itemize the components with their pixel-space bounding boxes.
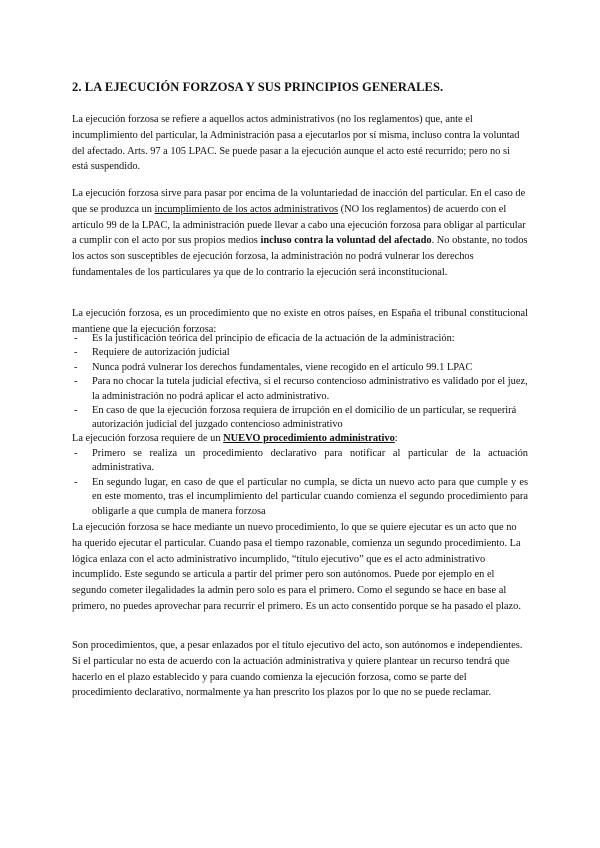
list-tc-principles	[72, 332, 528, 433]
paragraph-purpose	[72, 186, 528, 281]
paragraph-purpose-text-b: (NO los reglamentos) de acuerdo con el artículo 99 de la LPAC, la administración puede llevar a cabo una ejecución forzosa para obligar al particular a cumplir con el acto por sus propios medios	[72, 203, 526, 247]
underlined-phrase: incumplimiento de los actos administrativos	[154, 203, 339, 215]
list-item: - En caso de que la ejecución forzosa requiera de irrupción en el domicilio de un particular, se requerirá autorización judicial del juzgado contencioso administrativo	[72, 404, 528, 433]
paragraph-second-procedure: La ejecución forzosa se hace mediante un nuevo procedimiento, lo que se quiere ejecutar es un acto que no ha querido ejecutar el particular. Cuando pasa el tiempo razonable, comienza un segundo procedimiento. La lógica enlaza con el acto administrativo incumplido, “título ejecutivo” que es el acto administrativo incumplido. Este segundo se articula a partir del primer pero son autónomos. Puede por ejemplo en el segundo cometer ilegalidades la admin pero solo es para el primero. Como el segundo se hace en base al primero, no puedes aprovechar para recurrir el primero. Es un acto consentido porque se ha pasado el plazo.	[72, 522, 521, 612]
paragraph-definition: La ejecución forzosa se refiere a aquellos actos administrativos (no los reglamentos) que, ante el incumplimiento del particular, la Administración pasa a ejecutarlos por sí misma, incluso contra la voluntad del afectado. Arts. 97 a 105 LPAC. Se puede pasar a la ejecución aunque el acto esté recurrido; pero no si está suspendido.	[72, 114, 520, 173]
paragraph-purpose-text-c: . No obstante, no todos los actos son susceptibles de ejecución forzosa, la administración no podrá vulnerar los derechos fundamentales de los particulares ya que de lo contrario la ejecución será inconstitucional.	[72, 235, 528, 278]
paragraph-new-procedure-text-a: La ejecución forzosa requiere de un	[72, 433, 224, 444]
paragraph-new-procedure	[72, 431, 528, 447]
paragraph-constitutional: La ejecución forzosa, es un procedimiento que no existe en otros países, en España el tribunal constitucional mantiene que la ejecución forzosa:	[72, 308, 528, 335]
paragraph-autonomy: Son procedimientos, que, a pesar enlazados por el título ejecutivo del acto, son autónomos e independientes. Si el particular no esta de acuerdo con la actuación administrativa y quiere plantear un recurso tendrá que hacerlo en el plazo establecido y para cuando comienza la ejecución forzosa, como se parte del procedimiento declarativo, normalmente ya han prescrito los plazos por lo que no se puede reclamar.	[72, 640, 523, 699]
list-item: - En segundo lugar, en caso de que el particular no cumpla, se dicta un nuevo acto para que cumple y es en este momento, tras el incumplimiento del particular cuando comienza el segundo procedimiento para obligarle a que cumpla de manera forzosa	[72, 476, 528, 519]
bold-phrase: incluso contra la voluntad del afectado	[260, 235, 432, 247]
paragraph-new-procedure-text-c: :	[394, 433, 398, 444]
list-item: - Es la justificación teórica del principio de eficacia de la actuación de la administración:	[72, 332, 528, 346]
list-item: - Primero se realiza un procedimiento declarativo para notificar al particular de la actuación administrativa.	[72, 447, 528, 476]
paragraph-purpose-text-a: La ejecución forzosa sirve para pasar por encima de la voluntariedad de inacción del particular. En el caso de que se produzca un	[72, 188, 526, 215]
list-item: - Requiere de autorización judicial	[72, 346, 528, 360]
section-title: 2. LA EJECUCIÓN FORZOSA Y SUS PRINCIPIOS GENERALES.	[72, 80, 444, 94]
list-item: - Nunca podrá vulnerar los derechos fundamentales, viene recogido en el artículo 99.1 LPAC	[72, 361, 528, 375]
list-procedure-steps	[72, 447, 528, 519]
bold-underlined-phrase: NUEVO procedimiento administrativo	[223, 433, 395, 444]
list-item: - Para no chocar la tutela judicial efectiva, si el recurso contencioso administrativo es validado por el juez, la administración no podrá aplicar el acto administrativo.	[72, 375, 528, 404]
